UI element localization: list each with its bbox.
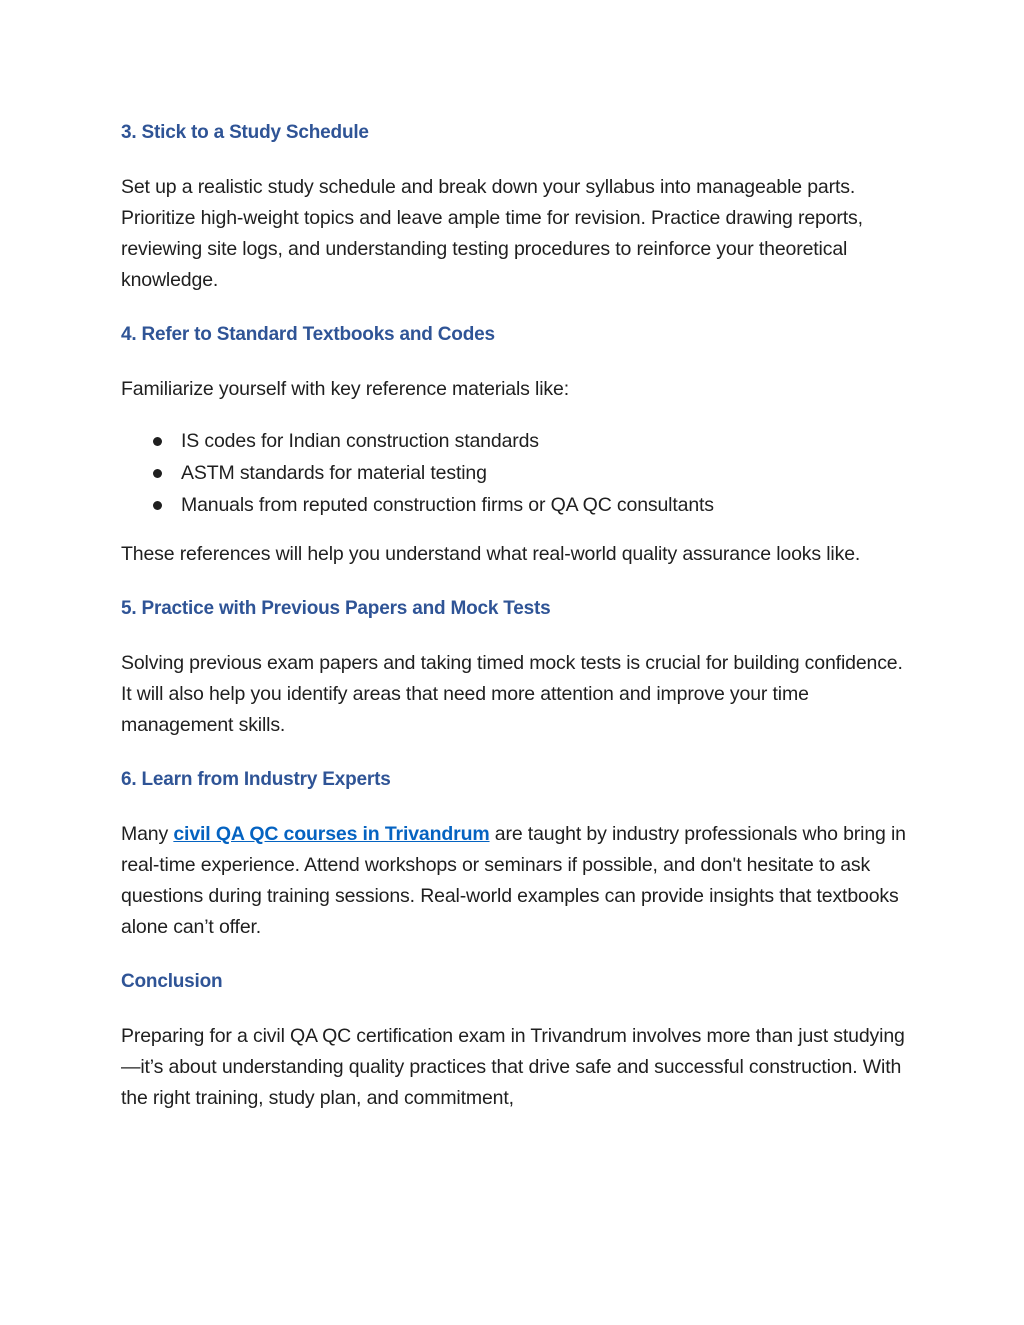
reference-materials-list	[121, 425, 911, 521]
list-item	[121, 489, 911, 521]
conclusion-paragraph: Preparing for a civil QA QC certification exam in Trivandrum involves more than just studying—it’s about understanding quality practices that drive safe and successful construction. With the right training, study plan, and commitment,	[121, 1025, 905, 1109]
bullet-icon	[153, 501, 162, 510]
study-schedule-paragraph: Set up a realistic study schedule and break down your syllabus into manageable parts. Prioritize high-weight topics and leave ample time for revision. Practice drawing reports, reviewing site logs, and understanding testing procedures to reinforce your theoretical knowledge.	[121, 176, 863, 291]
textbooks-outro-paragraph: These references will help you understand what real-world quality assurance looks like.	[121, 543, 861, 565]
section-heading-textbooks-codes: 4. Refer to Standard Textbooks and Codes	[121, 324, 495, 345]
section-heading-conclusion: Conclusion	[121, 971, 223, 992]
section-heading-mock-tests: 5. Practice with Previous Papers and Mock Tests	[121, 598, 551, 619]
section-heading-industry-experts: 6. Learn from Industry Experts	[121, 769, 391, 790]
section-heading-study-schedule: 3. Stick to a Study Schedule	[121, 122, 369, 143]
list-item	[121, 425, 911, 457]
list-item	[121, 457, 911, 489]
textbooks-intro-paragraph: Familiarize yourself with key reference materials like:	[121, 378, 569, 400]
mock-tests-paragraph: Solving previous exam papers and taking timed mock tests is crucial for building confidence. It will also help you identify areas that need more attention and improve your time management skills.	[121, 652, 903, 736]
paragraph-prefix: Many	[121, 823, 174, 845]
courses-link[interactable]: civil QA QC courses in Trivandrum	[173, 823, 490, 845]
industry-experts-paragraph	[121, 819, 911, 943]
bullet-icon	[153, 469, 162, 478]
list-item-text: IS codes for Indian construction standards	[181, 430, 539, 452]
list-item-text: ASTM standards for material testing	[181, 462, 487, 484]
bullet-icon	[153, 437, 162, 446]
document-content	[121, 118, 911, 1114]
list-item-text: Manuals from reputed construction firms or QA QC consultants	[181, 494, 714, 516]
paragraph-suffix: are taught by industry professionals who bring in real-time experience. Attend workshops or seminars if possible, and don't hesitate to ask questions during training sessions. Real-world examples can provide insights that textbooks alone can’t offer.	[121, 823, 906, 938]
